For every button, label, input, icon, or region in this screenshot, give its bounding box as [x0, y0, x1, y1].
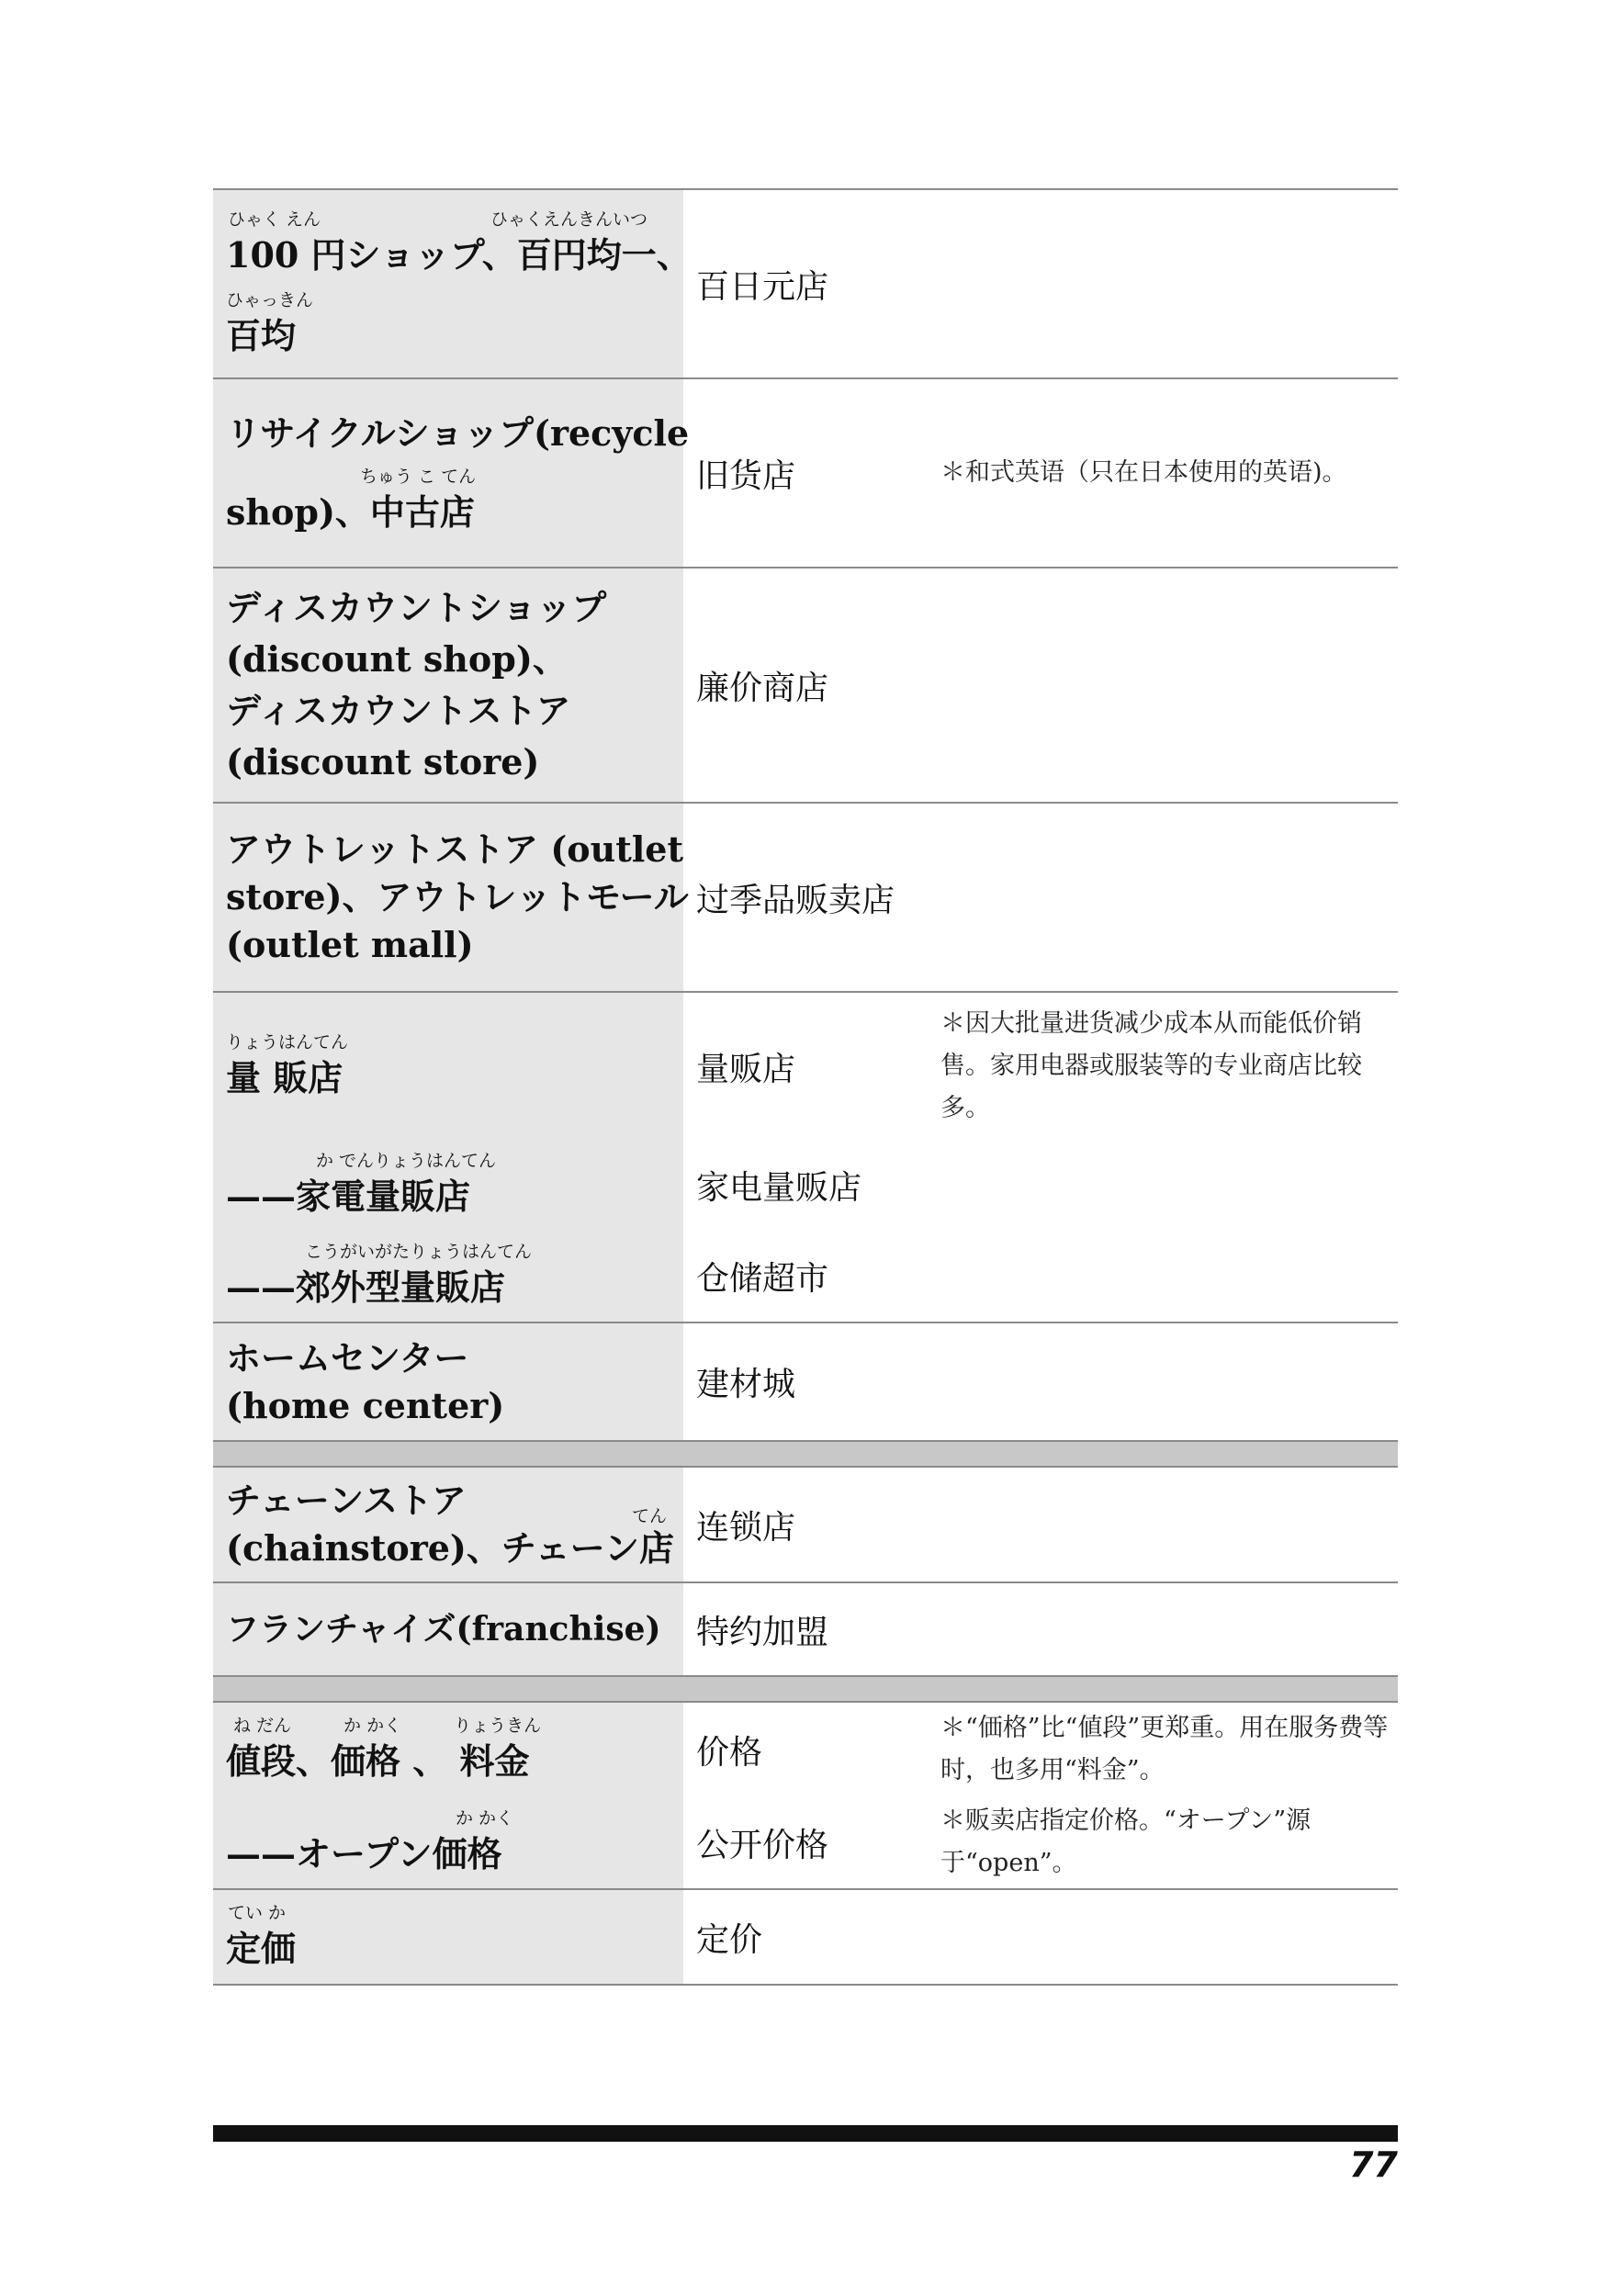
japanese-term: ホームセンター: [226, 1336, 469, 1379]
vocabulary-table: [213, 188, 1398, 1986]
chinese-translation: 量贩店: [696, 1050, 796, 1088]
japanese-term: 量 販店: [226, 1057, 343, 1098]
note: [937, 804, 1398, 991]
japanese-term: (discount store): [226, 741, 540, 782]
japanese-term: フランチャイズ(franchise): [226, 1610, 661, 1649]
japanese-term: チェーンストア: [226, 1480, 467, 1521]
japanese-term: (outlet mall): [226, 924, 474, 965]
japanese-term-cell: [213, 1583, 683, 1675]
japanese-term: ——オープン価格: [226, 1833, 502, 1874]
ruby-reading: ね だん か かく りょうきん: [233, 1716, 542, 1736]
footer-bar: [213, 2125, 1398, 2142]
japanese-term-cell: [213, 1323, 683, 1440]
table-row: [213, 1323, 1398, 1442]
japanese-term-cell: [213, 1796, 683, 1888]
japanese-term: shop)、中古店: [226, 491, 475, 533]
note: [937, 1583, 1398, 1675]
table-row: [213, 1890, 1398, 1986]
table-row: [213, 188, 1398, 379]
ruby-reading: ひゃっきん: [226, 290, 314, 310]
note: [937, 1140, 1398, 1230]
note: [937, 1890, 1398, 1984]
section-separator: [213, 1677, 1398, 1703]
note: [937, 1230, 1398, 1322]
chinese-translation: 旧货店: [696, 456, 796, 495]
table-row: [213, 1583, 1398, 1677]
ruby-reading: てん: [631, 1506, 667, 1526]
table-sub-row: [213, 1230, 1398, 1322]
ruby-reading: ちゅう こ てん: [360, 467, 477, 487]
chinese-translation: 特约加盟: [696, 1613, 829, 1651]
ruby-reading: か かく: [456, 1808, 514, 1829]
ruby-reading: ひゃく えん: [228, 209, 321, 230]
japanese-term-cell: [213, 190, 692, 377]
chinese-translation: 家电量贩店: [696, 1168, 862, 1207]
ruby-reading: こうがいがたりょうはんてん: [305, 1242, 533, 1262]
japanese-term: ディスカウントショップ: [226, 587, 607, 628]
note: [937, 190, 1398, 377]
chinese-translation: 连锁店: [696, 1508, 796, 1547]
japanese-term: アウトレットストア (outlet: [226, 828, 684, 870]
japanese-term: 値段、価格 、 料金: [226, 1740, 530, 1782]
japanese-term: 定価: [226, 1928, 297, 1969]
note: [937, 568, 1398, 802]
chinese-translation: 仓储超市: [696, 1259, 829, 1298]
ruby-reading: か でんりょうはんてん: [316, 1151, 497, 1171]
japanese-term-cell: [213, 1703, 683, 1796]
japanese-term-cell: [213, 379, 690, 567]
table-row: [213, 379, 1398, 568]
table-row: [213, 568, 1398, 804]
note: ＊贩卖店指定价格。“オープン”源于“open”。: [940, 1806, 1312, 1877]
japanese-term: (chainstore)、チェーン店: [226, 1527, 675, 1569]
section-separator: [213, 1442, 1398, 1468]
page-number: 77: [1349, 2144, 1398, 2185]
japanese-term: 100 円ショップ、百円均一、: [226, 234, 692, 276]
japanese-term: ——郊外型量販店: [226, 1266, 506, 1308]
japanese-term: store)、アウトレットモール: [226, 876, 689, 917]
japanese-term: (home center): [226, 1384, 505, 1426]
table-row: [213, 1468, 1398, 1583]
japanese-term: 百均: [226, 315, 297, 356]
note: ＊和式英语（只在日本使用的英语)。: [940, 458, 1347, 487]
chinese-translation: 廉价商店: [696, 669, 829, 707]
japanese-term: (discount shop)、: [226, 638, 568, 680]
japanese-term: ディスカウントストア: [226, 690, 571, 731]
japanese-term-cell: [213, 1140, 683, 1230]
table-row: [213, 804, 1398, 993]
table-sub-row: [213, 993, 1398, 1140]
table-sub-row: [213, 1140, 1398, 1230]
chinese-translation: 定价: [696, 1920, 763, 1959]
japanese-term-cell: [213, 568, 683, 802]
table-row: [213, 993, 1398, 1323]
chinese-translation: 过季品贩卖店: [696, 881, 895, 919]
table-sub-row: [213, 1796, 1398, 1888]
ruby-reading: ひゃくえんきんいつ: [490, 209, 648, 230]
japanese-term-cell: [213, 804, 689, 991]
chinese-translation: 建材城: [696, 1366, 796, 1403]
japanese-term-cell: [213, 993, 683, 1140]
ruby-reading: りょうはんてん: [226, 1032, 349, 1052]
japanese-term: ——家電量販店: [226, 1176, 471, 1217]
japanese-term-cell: [213, 1230, 683, 1322]
chinese-translation: 公开价格: [696, 1826, 829, 1864]
table-sub-row: [213, 1703, 1398, 1796]
note: [937, 1468, 1398, 1581]
note: [937, 1323, 1398, 1440]
ruby-reading: てい か: [228, 1903, 287, 1923]
note: ＊因大批量进货减少成本从而能低价销售。家用电器或服装等的专业商店比较多。: [940, 1009, 1362, 1122]
japanese-term: リサイクルショップ(recycle: [226, 412, 690, 454]
japanese-term-cell: [213, 1890, 683, 1984]
chinese-translation: 价格: [696, 1733, 763, 1772]
table-row: [213, 1703, 1398, 1890]
chinese-translation: 百日元店: [696, 267, 829, 306]
note: ＊“価格”比“値段”更郑重。用在服务费等时，也多用“料金”。: [940, 1714, 1389, 1784]
japanese-term-cell: [213, 1468, 683, 1581]
